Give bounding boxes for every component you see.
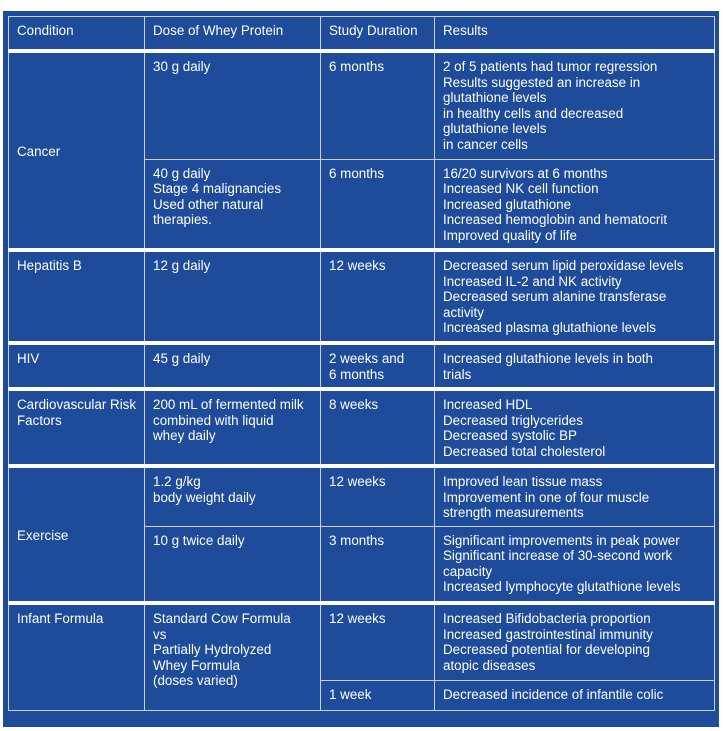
duration-cell: 6 months [321, 51, 435, 159]
duration-cell: 12 weeks [321, 603, 435, 680]
dose-cell: 40 g daily Stage 4 malignancies Used other natural therapies. [145, 159, 321, 250]
results-cell: Improved lean tissue mass Improvement in one of four muscle strength measurements [435, 466, 715, 526]
results-cell: 2 of 5 patients had tumor regression Results suggested an increase in glutathione levels in healthy cells and decreased glutathione levels in cancer cells [435, 51, 715, 159]
dose-cell: Standard Cow Formula vs Partially Hydrolyzed Whey Formula (doses varied) [145, 603, 321, 710]
condition-cell: Cardiovascular Risk Factors [9, 389, 145, 466]
results-cell: Increased glutathione levels in both trials [435, 343, 715, 389]
dose-cell: 30 g daily [145, 51, 321, 159]
duration-cell: 12 weeks [321, 250, 435, 343]
duration-cell: 6 months [321, 159, 435, 250]
results-cell: Significant improvements in peak power Significant increase of 30-second work capacity Increased lymphocyte glutathione levels [435, 526, 715, 603]
dose-cell: 12 g daily [145, 250, 321, 343]
header-row [9, 17, 715, 52]
header-duration: Study Duration [321, 17, 435, 52]
table-row [9, 603, 715, 680]
duration-cell: 2 weeks and 6 months [321, 343, 435, 389]
condition-cell: Cancer [9, 51, 145, 250]
dose-cell: 1.2 g/kg body weight daily [145, 466, 321, 526]
condition-cell: Exercise [9, 466, 145, 603]
dose-cell: 10 g twice daily [145, 526, 321, 603]
condition-cell: HIV [9, 343, 145, 389]
duration-cell: 1 week [321, 680, 435, 710]
header-dose: Dose of Whey Protein [145, 17, 321, 52]
header-condition: Condition [9, 17, 145, 52]
whey-protein-studies-table [8, 16, 715, 711]
table-row [9, 51, 715, 159]
table-frame [3, 11, 719, 727]
results-cell: Increased HDL Decreased triglycerides Decreased systolic BP Decreased total cholesterol [435, 389, 715, 466]
dose-cell: 200 mL of fermented milk combined with liquid whey daily [145, 389, 321, 466]
duration-cell: 3 months [321, 526, 435, 603]
results-cell: Increased Bifidobacteria proportion Increased gastrointestinal immunity Decreased potential for developing atopic diseases [435, 603, 715, 680]
condition-cell: Infant Formula [9, 603, 145, 710]
duration-cell: 8 weeks [321, 389, 435, 466]
condition-cell: Hepatitis B [9, 250, 145, 343]
duration-cell: 12 weeks [321, 466, 435, 526]
table-row [9, 250, 715, 343]
header-results: Results [435, 17, 715, 52]
dose-cell: 45 g daily [145, 343, 321, 389]
table-row [9, 466, 715, 526]
table-row [9, 343, 715, 389]
table-row [9, 389, 715, 466]
results-cell: 16/20 survivors at 6 months Increased NK cell function Increased glutathione Increased hemoglobin and hematocrit Improved quality of life [435, 159, 715, 250]
results-cell: Decreased serum lipid peroxidase levels Increased IL-2 and NK activity Decreased serum alanine transferase activity Increased plasma glutathione levels [435, 250, 715, 343]
results-cell: Decreased incidence of infantile colic [435, 680, 715, 710]
